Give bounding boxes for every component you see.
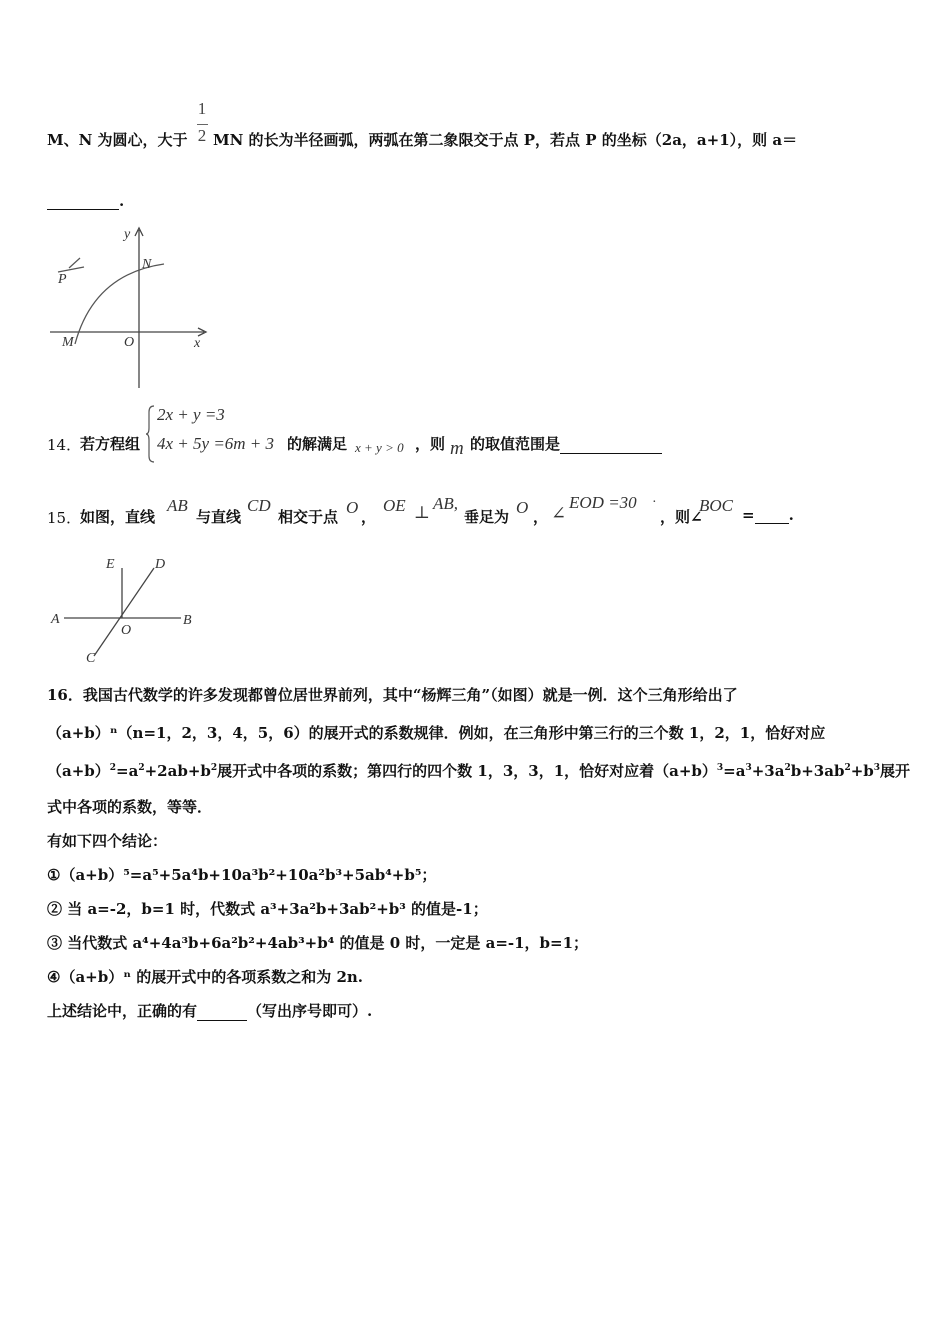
label-e: E xyxy=(106,557,115,572)
angle-symbol-1: ∠ xyxy=(551,503,567,523)
q15-text-2: 与直线 xyxy=(196,508,242,526)
q16-line-2: （a+b）ⁿ（n=1，2，3，4，5，6）的展开式的系数规律．例如，在三角形中第三行的三个数 1，2，1，恰好对应 xyxy=(47,724,826,742)
q15-line-ab-2: AB, xyxy=(433,494,459,513)
label-o: O xyxy=(121,623,132,638)
q16-final-line: 上述结论中，正确的有 （写出序号即可）. xyxy=(47,1002,373,1020)
q15-angle-boc: BOC xyxy=(699,496,733,515)
equation-brace xyxy=(146,404,156,464)
q16-line-4: 式中各项的系数，等等． xyxy=(47,798,213,816)
q15-comma-2: ， xyxy=(533,508,549,526)
fraction-bar xyxy=(197,124,208,125)
q16-conclusion-4: ④（a+b）ⁿ 的展开式中的各项系数之和为 2n. xyxy=(47,968,364,986)
q14-tail: 的取值范围是 xyxy=(470,433,662,454)
q13-text-after-fraction: MN 的长为半径画弧，两弧在第二象限交于点 P，若点 P 的坐标（2a，a+1），则 a＝ xyxy=(213,131,798,149)
label-d: D xyxy=(155,557,166,572)
point-p-cross xyxy=(58,258,84,272)
q15-ray-oe: OE xyxy=(383,496,406,515)
coordinate-axes xyxy=(50,228,206,388)
q15-figure xyxy=(46,552,202,668)
q15-text-1: 如图，直线 xyxy=(80,508,156,526)
answer-blank[interactable] xyxy=(197,1006,247,1021)
q14-number: 14． xyxy=(47,436,82,454)
q16-conclusion-1: ①（a+b）⁵=a⁵+5a⁴b+10a³b²+10a²b³+5ab⁴+b⁵； xyxy=(47,866,437,884)
q14-equation-1: 2x + y =3 xyxy=(157,405,225,424)
q14-equation-2: 4x + 5y =6m + 3 xyxy=(157,434,275,453)
q15-text-5: ，则∠ xyxy=(660,508,703,526)
answer-blank[interactable] xyxy=(755,509,789,524)
q14-condition: x + y > 0 xyxy=(355,440,404,455)
q15-text-4: 垂足为 xyxy=(464,508,510,526)
answer-blank[interactable] xyxy=(47,195,119,210)
degree-dot: · xyxy=(652,495,657,510)
perpendicular-symbol: ⊥ xyxy=(414,503,430,522)
label-n: N xyxy=(142,257,152,272)
q15-point-o-2: O xyxy=(516,498,529,517)
label-o: O xyxy=(124,335,135,350)
q15-line-cd: CD xyxy=(247,496,271,515)
q15-number: 15． xyxy=(47,509,82,527)
q16-line-5: 有如下四个结论： xyxy=(47,832,168,850)
fraction-numerator: 1 xyxy=(197,99,207,118)
q14-lead: 若方程组 xyxy=(80,435,141,453)
label-m: M xyxy=(62,335,74,350)
q15-angle-eod: EOD =30 xyxy=(569,493,637,512)
q15-text-3: 相交于点 xyxy=(278,508,339,526)
q16-line-1: 16．我国古代数学的许多发现都曾位居世界前列，其中“杨辉三角”（如图）就是一例．这个三角形给出了 xyxy=(47,686,738,704)
q13-figure xyxy=(44,222,216,392)
q15-comma-1: ， xyxy=(361,508,377,526)
q16-conclusion-3: ③ 当代数式 a⁴+4a³b+6a²b²+4ab³+b⁴ 的值是 0 时，一定是 a=-1，b=1； xyxy=(47,934,589,952)
figure-lines xyxy=(64,568,181,656)
label-a: A xyxy=(51,612,60,627)
q14-then: ，则 xyxy=(415,435,446,453)
q13-answer-line: . xyxy=(47,192,124,210)
label-c: C xyxy=(86,651,96,666)
label-p: P xyxy=(58,272,67,287)
q16-conclusion-2: ② 当 a=-2，b=1 时，代数式 a³+3a²b+3ab²+b³ 的值是-1； xyxy=(47,900,488,918)
q13-text-before-fraction: M、N 为圆心，大于 xyxy=(47,131,188,149)
q15-line-ab: AB xyxy=(167,496,188,515)
label-y: y xyxy=(124,227,131,242)
q15-point-o-1: O xyxy=(346,498,359,517)
q15-answer: = . xyxy=(742,506,794,524)
q16-line-3: $(a+b)^2=a^2+2ab+b^2$展开式中各项的系数；第四行的四个数 1，3，3，1，恰好对应着$(a+b)^3=a^3+3a^2b+3ab^2+b^3$展开 xyxy=(47,762,911,780)
label-x: x xyxy=(194,336,201,351)
q14-var-m: m xyxy=(450,438,464,459)
label-b: B xyxy=(183,613,192,628)
q14-mid: 的解满足 xyxy=(287,435,348,453)
answer-blank[interactable] xyxy=(560,439,662,454)
fraction-denominator: 2 xyxy=(197,126,207,145)
